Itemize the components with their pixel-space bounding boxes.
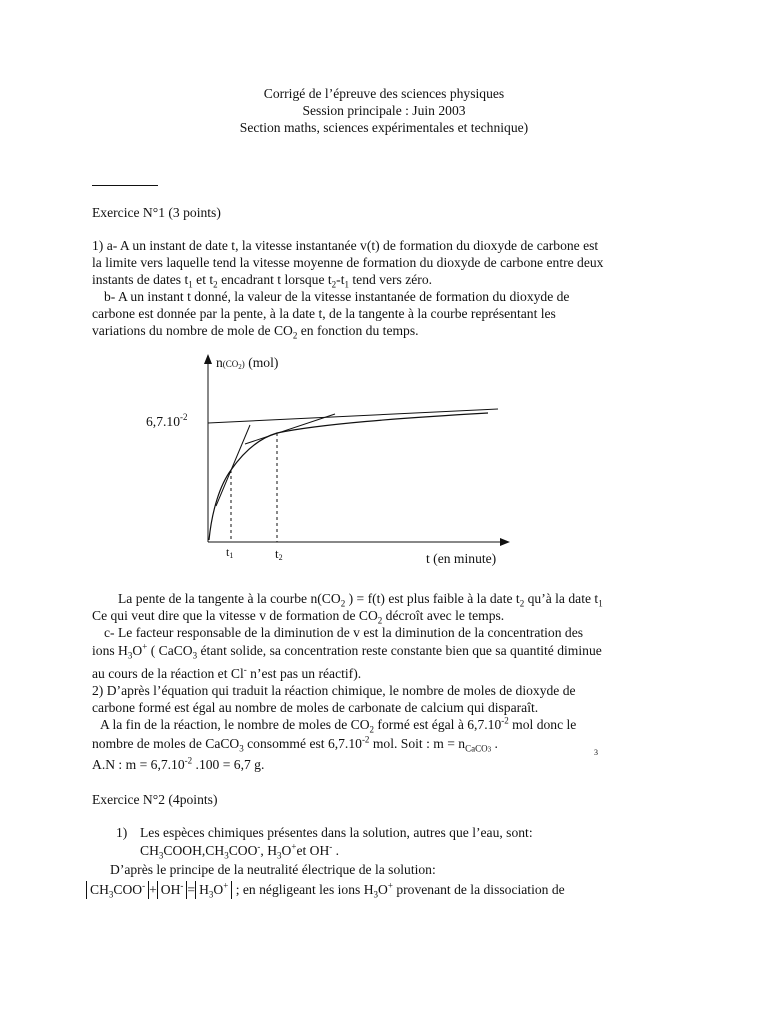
- slope-line2: Ce qui veut dire que la vitesse v de formation de $CO_2$ décroît avec le temps.: [92, 608, 505, 626]
- x-axis-label: t (en minute): [426, 551, 497, 566]
- ex1-q2-line1: 2) D’après l’équation qui traduit la réaction chimique, le nombre de moles de dioxyde de: [92, 683, 576, 698]
- ex1-a-line3: instants de dates $t_1$ et $t_2$ encadrant t lorsque $t_2-t_1$ tend vers zéro.: [92, 272, 433, 290]
- ex2-title: Exercice N°2 (4points): [92, 792, 218, 807]
- tick-label-t2: t2: [275, 546, 283, 562]
- asymptote-line: [208, 409, 498, 423]
- ex1-title: Exercice N°1 (3 points): [92, 205, 221, 220]
- ex1-c-line3: au cours de la réaction et Cl- n’est pas un réactif).: [92, 664, 362, 681]
- ex1-c-line1: c- Le facteur responsable de la diminution de v est la diminution de la concentration des: [104, 625, 584, 640]
- doc-title: Corrigé de l’épreuve des sciences physiques: [263, 86, 505, 101]
- y-axis-label: n(CO2) (mol): [216, 355, 279, 371]
- ex1-b-line3: variations du nombre de mole de $CO_2$ en fonction du temps.: [92, 323, 419, 341]
- ex2-q1-text: Les espèces chimiques présentes dans la solution, autres que l’eau, sont:: [140, 825, 533, 840]
- ex2-equation: $CH_3COO^- + OH^- = H_3O^+$ ; en négligeant les ions $H_3O^+$ provenant de la dissociation de: [86, 880, 565, 900]
- ex2-q1-num: 1): [116, 825, 128, 840]
- stray-digit: 3: [594, 748, 598, 757]
- co2-chart: [0, 340, 768, 580]
- ex2-species: $CH_3COOH,CH_3COO^-$, $H_3O^+et$ OH- .: [140, 841, 340, 861]
- ex1-q2-line4: nombre de moles de CaCO$_3$ consommé est $6,7.10^{-2}$ mol. Soit : $m = n_{CaCO3}$ .: [92, 734, 498, 754]
- ex1-b-line1: b- A un instant t donné, la valeur de la vitesse instantanée de formation du dioxyde de: [104, 289, 570, 304]
- y-axis-arrow: [204, 354, 212, 364]
- doc-session: Session principale : Juin 2003: [302, 103, 466, 118]
- ex1-c-line2: ions $H_3O^+$ ( CaCO$_3$ étant solide, sa concentration reste constante bien que sa quantité diminue: [92, 641, 602, 661]
- ex1-q2-line3: A la fin de la réaction, le nombre de moles de $CO_2$ formé est égal à $6,7.10^{-2}$ mol donc le: [100, 715, 577, 735]
- asymptote-label: $6,7.10^{-2}$: [146, 412, 188, 429]
- ex1-a-line1: 1) a- A un instant de date t, la vitesse instantanée v(t) de formation du dioxyde de carbone est: [92, 238, 599, 253]
- separator-rule: [92, 185, 158, 186]
- ex1-a-line2: la limite vers laquelle tend la vitesse moyenne de formation du dioxyde de carbone entre deux: [92, 255, 604, 270]
- x-axis-arrow: [500, 538, 510, 546]
- ex1-q2-line2: carbone formé est égal au nombre de moles de carbonate de calcium qui disparaît.: [92, 700, 539, 715]
- slope-line1: La pente de la tangente à la courbe $n(CO_2$ ) = f(t) est plus faible à la date $t_2$ qu’à la date $t_1$: [118, 591, 603, 609]
- tangent-t2: [245, 414, 335, 444]
- ex1-b-line2: carbone est donnée par la pente, à la date t, de la tangente à la courbe représentant les: [92, 306, 556, 321]
- doc-section: Section maths, sciences expérimentales et technique): [239, 120, 529, 135]
- ex2-neutrality: D’après le principe de la neutralité électrique de la solution:: [110, 862, 436, 877]
- tick-label-t1: t1: [226, 545, 234, 560]
- tangent-t1: [216, 425, 250, 506]
- ex1-an: A.N : $m = 6,7.10^{-2}$ .100 = 6,7 g.: [92, 755, 265, 772]
- co2-curve: [209, 413, 488, 540]
